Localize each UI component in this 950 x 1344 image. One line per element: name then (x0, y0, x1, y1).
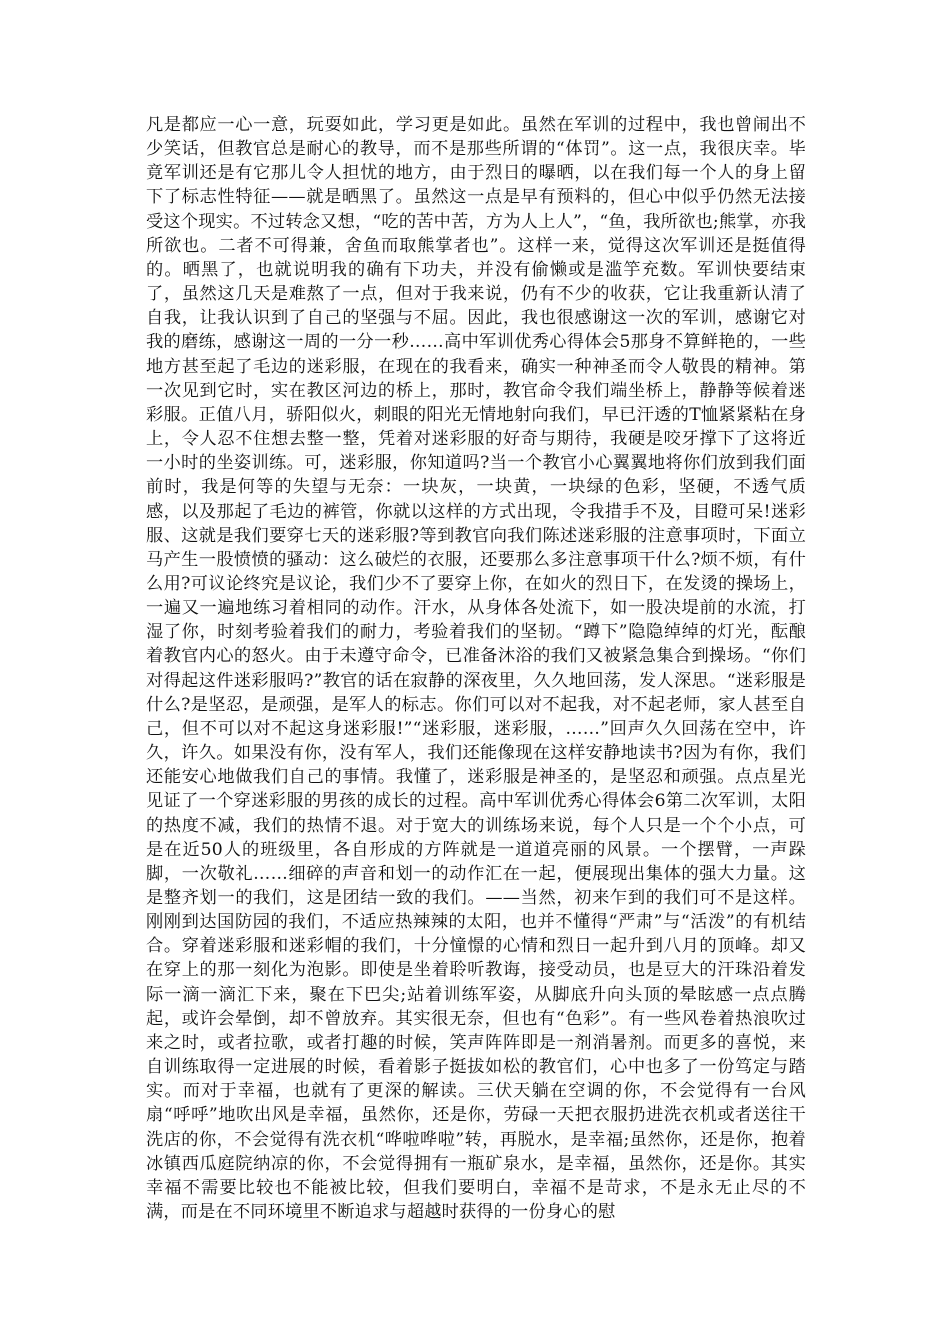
body-paragraph: 凡是都应一心一意，玩耍如此，学习更是如此。虽然在军训的过程中，我也曾闹出不少笑话，但教官总是耐心的教导，而不是那些所谓的“体罚”。这一点，我很庆幸。毕竟军训还是有它那儿令人担忧的地方，由于烈日的曝晒，以在我们每一个人的身上留下了标志性特征——就是晒黑了。虽然这一点是早有预料的，但心中似乎仍然无法接受这个现实。不过转念又想，“吃的苦中苦，方为人上人”，“鱼，我所欲也;熊掌，亦我所欲也。二者不可得兼，舍鱼而取熊掌者也”。这样一来，觉得这次军训还是挺值得的。晒黑了，也就说明我的确有下功夫，并没有偷懒或是滥竽充数。军训快要结束了，虽然这几天是难熬了一点，但对于我来说，仍有不少的收获，它让我重新认清了自我，让我认识到了自己的坚强与不屈。因此，我也很感谢这一次的军训，感谢它对我的磨练，感谢这一周的一分一秒……高中军训优秀心得体会5那身不算鲜艳的，一些地方甚至起了毛边的迷彩服，在现在的我看来，确实一种神圣而令人敬畏的精神。第一次见到它时，实在教区河边的桥上，那时，教官命令我们端坐桥上，静静等候着迷彩服。正值八月，骄阳似火，刺眼的阳光无情地射向我们，早已汗透的T恤紧紧粘在身上，令人忍不住想去整一整，凭着对迷彩服的好奇与期待，我硬是咬牙撑下了这将近一小时的坐姿训练。可，迷彩服，你知道吗?当一个教官小心翼翼地将你们放到我们面前时，我是何等的失望与无奈：一块灰，一块黄，一块绿的色彩，坚硬，不透气质感，以及那起了毛边的裤管，你就以这样的方式出现，令我措手不及，目瞪可呆!迷彩服、这就是我们要穿七天的迷彩服?等到教官向我们陈述迷彩服的注意事项时，下面立马产生一股愤愤的骚动：这么破烂的衣服，还要那么多注意事项干什么?烦不烦，有什么用?可议论终究是议论，我们少不了要穿上你，在如火的烈日下，在发烫的操场上，一遍又一遍地练习着相同的动作。汗水，从身体各处流下，如一股决堤前的水流，打湿了你，时刻考验着我们的耐力，考验着我们的坚韧。“蹲下”隐隐绰绰的灯光，酝酿着教官内心的怒火。由于未遵守命令，已准备沐浴的我们又被紧急集合到操场。“你们对得起这件迷彩服吗?”教官的话在寂静的深夜里，久久地回荡，发人深思。“迷彩服是什么?是坚忍，是顽强，是军人的标志。你们可以对不起我，对不起老师，家人甚至自己，但不可以对不起这身迷彩服!”“迷彩服，迷彩服，……”回声久久回荡在空中，许久，许久。如果没有你，没有军人，我们还能像现在这样安静地读书?因为有你，我们还能安心地做我们自己的事情。我懂了，迷彩服是神圣的，是坚忍和顽强。点点星光见证了一个穿迷彩服的男孩的成长的过程。高中军训优秀心得体会6第二次军训，太阳的热度不减，我们的热情不退。对于宽大的训练场来说，每个人只是一个个小点，可是在近50人的班级里，各自形成的方阵就是一道道亮丽的风景。一个摆臂，一声跺脚，一次敬礼……细碎的声音和划一的动作汇在一起，便展现出集体的强大力量。这是整齐划一的我们，这是团结一致的我们。——当然，初来乍到的我们可不是这样。刚刚到达国防园的我们，不适应热辣辣的太阳，也并不懂得“严肃”与“活泼”的有机结合。穿着迷彩服和迷彩帽的我们，十分憧憬的心情和烈日一起升到八月的顶峰。却又在穿上的那一刻化为泡影。即使是坐着聆听教诲，接受动员，也是豆大的汗珠沿着发际一滴一滴汇下来，聚在下巴尖;站着训练军姿，从脚底升向头顶的晕眩感一点点腾起，或许会晕倒，却不曾放弃。其实很无奈，但也有“色彩”。有一些风卷着热浪吹过来之时，或者拉歌，或者打趣的时候，笑声阵阵即是一剂消暑剂。而更多的喜悦，来自训练取得一定进展的时候，看着影子挺拔如松的教官们，心中也多了一份笃定与踏实。而对于幸福，也就有了更深的解读。三伏天躺在空调的你，不会觉得有一台风扇“呼呼”地吹出风是幸福，虽然你，还是你，劳碌一天把衣服扔进洗衣机或者送往干洗店的你，不会觉得有洗衣机“哗啦哗啦”转，再脱水，是幸福;虽然你，还是你，抱着冰镇西瓜庭院纳凉的你，不会觉得拥有一瓶矿泉水，是幸福，虽然你，还是你。其实幸福不需要比较也不能被比较，但我们要明白，幸福不是苛求，不是永无止尽的不满，而是在不同环境里不断追求与超越时获得的一份身心的慰 (146, 115, 806, 1223)
